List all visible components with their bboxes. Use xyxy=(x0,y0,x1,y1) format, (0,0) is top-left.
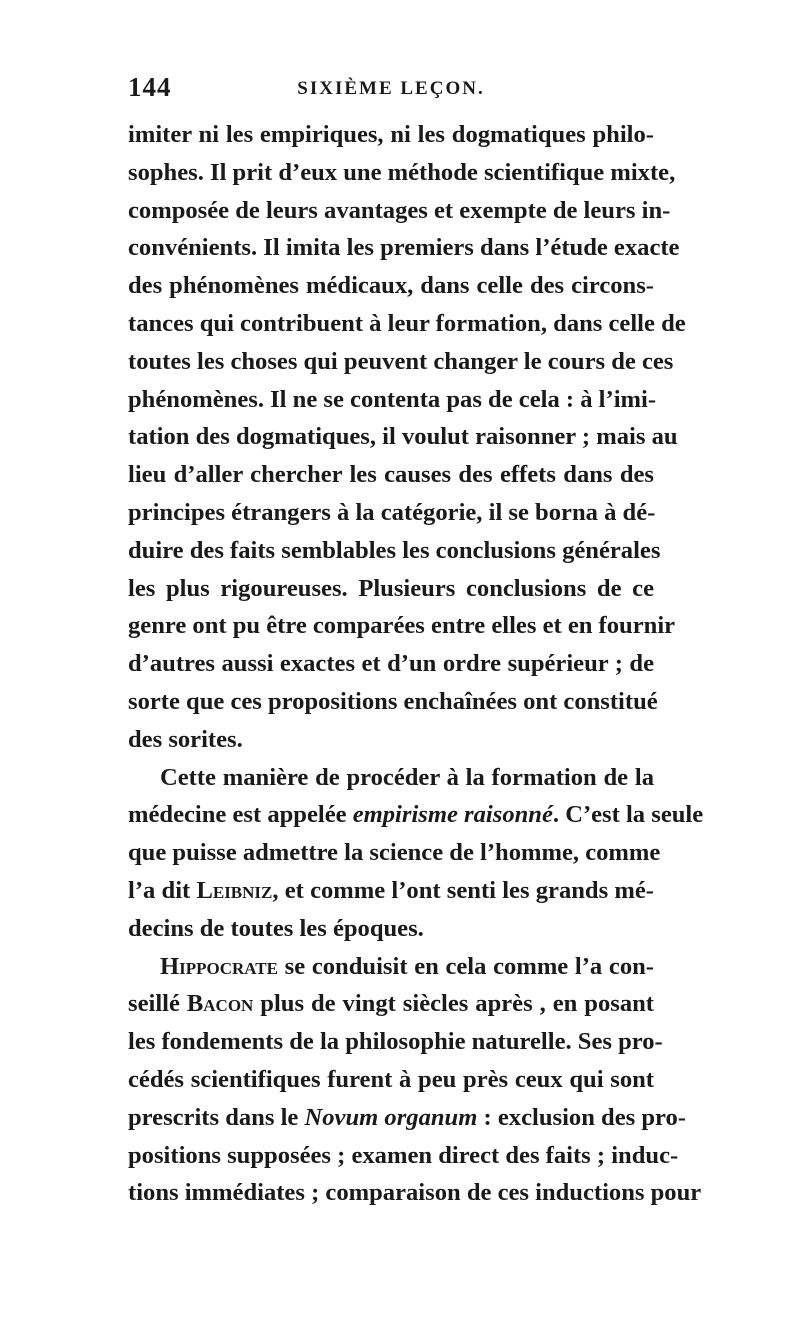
text-run: seillé xyxy=(128,990,187,1018)
text-line xyxy=(128,985,654,1023)
page-number: 144 xyxy=(128,72,172,102)
author-name: Leibniz xyxy=(196,876,273,904)
text-line: imiter ni les empiriques, ni les dogmatiques philo- xyxy=(128,121,654,148)
text-line: phénomènes. Il ne se contenta pas de cela : à l’imi- xyxy=(128,385,657,413)
text-line: tions immédiates ; comparaison de ces inductions pour xyxy=(128,1179,702,1207)
text-line: d’autres aussi exactes et d’un ordre supérieur ; de xyxy=(128,650,654,678)
text-run: médecine est appelée xyxy=(128,801,353,829)
italic-title: Novum organum xyxy=(304,1103,478,1131)
text-line xyxy=(128,1099,686,1137)
text-line: sorte que ces propositions enchaînées ont constitué xyxy=(128,687,658,715)
text-line: cédés scientifiques furent à peu près ceux qui sont xyxy=(128,1065,654,1093)
text-run: : exclusion des pro- xyxy=(477,1103,686,1131)
text-line: decins de toutes les époques. xyxy=(128,914,424,942)
text-line: tances qui contribuent à leur formation, dans celle de xyxy=(128,309,686,337)
paragraph-first-line: Cette manière de procéder à la formation de la xyxy=(160,763,654,791)
text-run: se conduisit en cela comme l’a con- xyxy=(277,952,654,980)
text-line: genre ont pu être comparées entre elles et en fournir xyxy=(128,612,676,640)
text-line xyxy=(128,872,654,910)
text-run: prescrits dans le xyxy=(128,1103,305,1131)
page-header xyxy=(128,72,654,112)
author-name: Hippocrate xyxy=(160,952,278,980)
text-line: les fondements de la philosophie naturelle. Ses pro- xyxy=(128,1028,663,1056)
text-run: . C’est la seule xyxy=(552,801,704,829)
text-line: duire des faits semblables les conclusions générales xyxy=(128,536,661,564)
text-line: que puisse admettre la science de l’homme, comme xyxy=(128,839,661,867)
text-run: , et comme l’ont senti les grands mé- xyxy=(272,876,654,904)
author-name: Bacon xyxy=(186,990,254,1018)
text-line: lieu d’aller chercher les causes des effets dans des xyxy=(128,461,654,489)
text-line: tation des dogmatiques, il voulut raisonner ; mais au xyxy=(128,423,678,451)
text-line: des phénomènes médicaux, dans celle des circons- xyxy=(128,272,654,300)
text-line: toutes les choses qui peuvent changer le cours de ces xyxy=(128,347,674,375)
text-line xyxy=(128,796,704,834)
body-text xyxy=(128,116,704,1212)
text-line: convénients. Il imita les premiers dans l’étude exacte xyxy=(128,234,680,262)
text-line: positions supposées ; examen direct des faits ; induc- xyxy=(128,1141,679,1169)
running-head: SIXIÈME LEÇON. xyxy=(297,78,485,99)
text-run: l’a dit xyxy=(128,876,197,904)
text-run: plus de vingt siècles après , en posant xyxy=(253,990,654,1018)
text-line: des sorites. xyxy=(128,725,243,753)
text-line: principes étrangers à la catégorie, il se borna à dé- xyxy=(128,498,656,526)
text-line: les plus rigoureuses. Plusieurs conclusions de ce xyxy=(128,574,654,602)
italic-term: empirisme raisonné xyxy=(352,801,553,829)
text-line: sophes. Il prit d’eux une méthode scientifique mixte, xyxy=(128,158,676,186)
paragraph-first-line xyxy=(128,948,654,986)
text-line: composée de leurs avantages et exempte de leurs in- xyxy=(128,196,671,224)
